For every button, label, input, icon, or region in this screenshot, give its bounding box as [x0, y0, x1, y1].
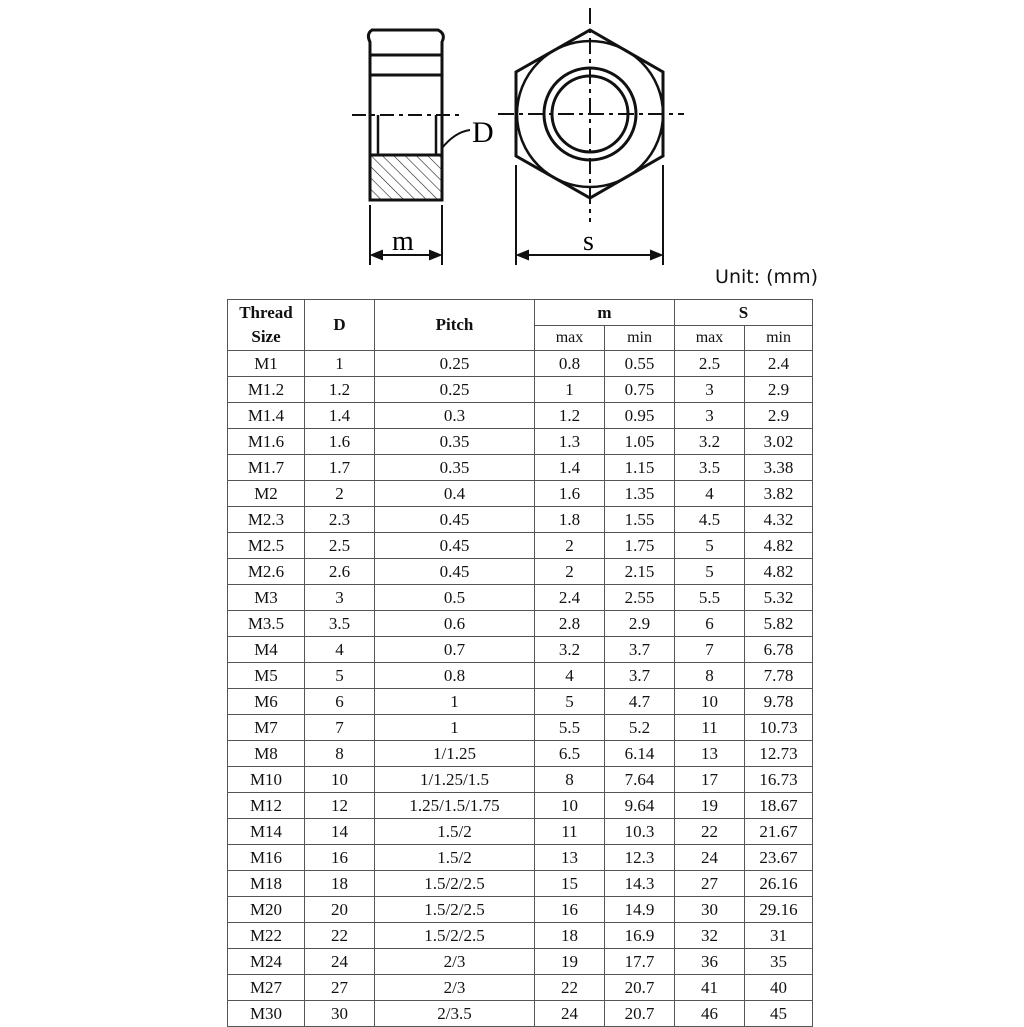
cell-s-max: 46 — [675, 1001, 745, 1027]
cell-d: 5 — [305, 663, 375, 689]
cell-pitch: 0.5 — [375, 585, 535, 611]
cell-m-max: 13 — [535, 845, 605, 871]
d-dimension-label: D — [472, 116, 494, 149]
cell-thread-size: M22 — [228, 923, 305, 949]
header-m-min: min — [605, 326, 675, 351]
cell-s-min: 10.73 — [745, 715, 813, 741]
table-row — [228, 351, 813, 377]
cell-d: 3 — [305, 585, 375, 611]
cell-d: 24 — [305, 949, 375, 975]
table-row — [228, 559, 813, 585]
cell-m-max: 22 — [535, 975, 605, 1001]
cell-s-max: 30 — [675, 897, 745, 923]
cell-m-min: 2.55 — [605, 585, 675, 611]
cell-m-max: 1.3 — [535, 429, 605, 455]
cell-m-max: 1.8 — [535, 507, 605, 533]
cell-s-max: 24 — [675, 845, 745, 871]
nut-side-view — [368, 30, 443, 200]
d-leader — [442, 130, 470, 148]
cell-thread-size: M3.5 — [228, 611, 305, 637]
m-dimension-label: m — [392, 226, 414, 257]
cell-thread-size: M1.4 — [228, 403, 305, 429]
cell-pitch: 1.5/2/2.5 — [375, 923, 535, 949]
cell-d: 22 — [305, 923, 375, 949]
cell-thread-size: M1.6 — [228, 429, 305, 455]
cell-thread-size: M1.2 — [228, 377, 305, 403]
cell-m-min: 1.55 — [605, 507, 675, 533]
cell-s-max: 4 — [675, 481, 745, 507]
cell-s-min: 5.82 — [745, 611, 813, 637]
cell-m-min: 0.75 — [605, 377, 675, 403]
table-row — [228, 715, 813, 741]
cell-m-min: 2.9 — [605, 611, 675, 637]
cell-pitch: 2/3 — [375, 975, 535, 1001]
unit-label: Unit: (mm) — [715, 266, 818, 288]
cell-thread-size: M14 — [228, 819, 305, 845]
cell-m-max: 4 — [535, 663, 605, 689]
cell-d: 1.6 — [305, 429, 375, 455]
cell-s-min: 21.67 — [745, 819, 813, 845]
cell-m-max: 10 — [535, 793, 605, 819]
cell-m-min: 14.3 — [605, 871, 675, 897]
header-thread-line1: Thread — [239, 303, 293, 322]
cell-s-min: 31 — [745, 923, 813, 949]
cell-s-max: 36 — [675, 949, 745, 975]
cell-m-max: 5 — [535, 689, 605, 715]
cell-d: 2.3 — [305, 507, 375, 533]
table-row — [228, 845, 813, 871]
cell-s-max: 3 — [675, 403, 745, 429]
cell-thread-size: M3 — [228, 585, 305, 611]
cell-pitch: 1.5/2 — [375, 819, 535, 845]
cell-s-min: 2.4 — [745, 351, 813, 377]
cell-s-min: 45 — [745, 1001, 813, 1027]
cell-s-max: 5.5 — [675, 585, 745, 611]
cell-m-min: 12.3 — [605, 845, 675, 871]
cell-m-min: 9.64 — [605, 793, 675, 819]
cell-d: 1.7 — [305, 455, 375, 481]
table-row — [228, 481, 813, 507]
cell-pitch: 1.5/2/2.5 — [375, 897, 535, 923]
cell-s-min: 12.73 — [745, 741, 813, 767]
cell-pitch: 1.5/2/2.5 — [375, 871, 535, 897]
table-row — [228, 585, 813, 611]
header-s-max: max — [675, 326, 745, 351]
cell-m-max: 1.6 — [535, 481, 605, 507]
cell-pitch: 0.45 — [375, 507, 535, 533]
cell-d: 1.2 — [305, 377, 375, 403]
cell-pitch: 1 — [375, 715, 535, 741]
cell-m-min: 6.14 — [605, 741, 675, 767]
table-row — [228, 975, 813, 1001]
cell-thread-size: M2.3 — [228, 507, 305, 533]
cell-s-max: 2.5 — [675, 351, 745, 377]
cell-s-min: 3.82 — [745, 481, 813, 507]
cell-m-min: 3.7 — [605, 637, 675, 663]
cell-pitch: 2/3.5 — [375, 1001, 535, 1027]
cell-m-min: 4.7 — [605, 689, 675, 715]
cell-m-max: 15 — [535, 871, 605, 897]
cell-s-min: 23.67 — [745, 845, 813, 871]
cell-s-min: 40 — [745, 975, 813, 1001]
table-row — [228, 897, 813, 923]
cell-pitch: 1/1.25/1.5 — [375, 767, 535, 793]
header-pitch: Pitch — [375, 300, 535, 351]
cell-s-max: 5 — [675, 559, 745, 585]
cell-s-min: 29.16 — [745, 897, 813, 923]
cell-s-min: 4.82 — [745, 559, 813, 585]
cell-s-min: 35 — [745, 949, 813, 975]
cell-s-max: 13 — [675, 741, 745, 767]
cell-m-min: 14.9 — [605, 897, 675, 923]
cell-thread-size: M30 — [228, 1001, 305, 1027]
cell-s-min: 3.38 — [745, 455, 813, 481]
cell-d: 2 — [305, 481, 375, 507]
table-row — [228, 871, 813, 897]
header-m: m — [535, 300, 675, 326]
table-row — [228, 611, 813, 637]
cell-thread-size: M16 — [228, 845, 305, 871]
table-row — [228, 637, 813, 663]
cell-thread-size: M2.6 — [228, 559, 305, 585]
cell-m-min: 16.9 — [605, 923, 675, 949]
cell-s-min: 26.16 — [745, 871, 813, 897]
cell-s-max: 3.5 — [675, 455, 745, 481]
cell-s-min: 5.32 — [745, 585, 813, 611]
cell-m-max: 19 — [535, 949, 605, 975]
cell-m-min: 20.7 — [605, 1001, 675, 1027]
cell-thread-size: M6 — [228, 689, 305, 715]
cell-m-max: 1.4 — [535, 455, 605, 481]
cell-pitch: 0.35 — [375, 429, 535, 455]
cell-m-max: 5.5 — [535, 715, 605, 741]
cell-pitch: 0.45 — [375, 559, 535, 585]
cell-thread-size: M8 — [228, 741, 305, 767]
cell-thread-size: M27 — [228, 975, 305, 1001]
cell-thread-size: M18 — [228, 871, 305, 897]
header-d: D — [305, 300, 375, 351]
cell-thread-size: M4 — [228, 637, 305, 663]
cell-s-max: 19 — [675, 793, 745, 819]
cell-s-min: 9.78 — [745, 689, 813, 715]
cell-d: 16 — [305, 845, 375, 871]
cell-m-min: 1.35 — [605, 481, 675, 507]
cell-m-max: 3.2 — [535, 637, 605, 663]
cell-pitch: 0.25 — [375, 351, 535, 377]
cell-m-min: 7.64 — [605, 767, 675, 793]
cell-m-min: 17.7 — [605, 949, 675, 975]
cell-m-max: 2.4 — [535, 585, 605, 611]
cell-m-max: 2.8 — [535, 611, 605, 637]
table-row — [228, 1001, 813, 1027]
cell-s-max: 17 — [675, 767, 745, 793]
cell-m-min: 3.7 — [605, 663, 675, 689]
cell-pitch: 1.25/1.5/1.75 — [375, 793, 535, 819]
hex-nut-drawing — [0, 0, 1024, 270]
cell-thread-size: M10 — [228, 767, 305, 793]
table-row — [228, 507, 813, 533]
cell-s-max: 10 — [675, 689, 745, 715]
cell-thread-size: M12 — [228, 793, 305, 819]
cell-d: 14 — [305, 819, 375, 845]
cell-m-max: 24 — [535, 1001, 605, 1027]
cell-d: 8 — [305, 741, 375, 767]
cell-s-min: 4.32 — [745, 507, 813, 533]
cell-thread-size: M5 — [228, 663, 305, 689]
s-dimension-label: s — [583, 226, 594, 257]
cell-m-max: 1 — [535, 377, 605, 403]
cell-s-min: 2.9 — [745, 403, 813, 429]
cell-thread-size: M7 — [228, 715, 305, 741]
cell-pitch: 0.4 — [375, 481, 535, 507]
cell-pitch: 1.5/2 — [375, 845, 535, 871]
cell-s-max: 32 — [675, 923, 745, 949]
cell-m-min: 1.15 — [605, 455, 675, 481]
hex-nut-spec-table — [227, 299, 813, 1027]
cell-m-max: 6.5 — [535, 741, 605, 767]
cell-d: 1.4 — [305, 403, 375, 429]
cell-d: 2.6 — [305, 559, 375, 585]
cell-s-min: 18.67 — [745, 793, 813, 819]
header-s-min: min — [745, 326, 813, 351]
cell-m-max: 16 — [535, 897, 605, 923]
cell-s-max: 3 — [675, 377, 745, 403]
table-row — [228, 663, 813, 689]
cell-s-max: 11 — [675, 715, 745, 741]
table-row — [228, 949, 813, 975]
cell-s-max: 7 — [675, 637, 745, 663]
cell-s-min: 3.02 — [745, 429, 813, 455]
cell-d: 7 — [305, 715, 375, 741]
cell-pitch: 1/1.25 — [375, 741, 535, 767]
cell-d: 18 — [305, 871, 375, 897]
cell-s-max: 27 — [675, 871, 745, 897]
header-m-max: max — [535, 326, 605, 351]
cell-m-max: 18 — [535, 923, 605, 949]
cell-m-max: 8 — [535, 767, 605, 793]
cell-m-max: 11 — [535, 819, 605, 845]
cell-m-min: 5.2 — [605, 715, 675, 741]
cell-s-max: 22 — [675, 819, 745, 845]
table-row — [228, 923, 813, 949]
cell-pitch: 0.8 — [375, 663, 535, 689]
cell-m-min: 1.75 — [605, 533, 675, 559]
cell-d: 4 — [305, 637, 375, 663]
cell-pitch: 0.6 — [375, 611, 535, 637]
cell-s-max: 6 — [675, 611, 745, 637]
cell-s-min: 6.78 — [745, 637, 813, 663]
cell-thread-size: M20 — [228, 897, 305, 923]
cell-thread-size: M2 — [228, 481, 305, 507]
cell-d: 6 — [305, 689, 375, 715]
cell-d: 27 — [305, 975, 375, 1001]
table-row — [228, 741, 813, 767]
table-row — [228, 429, 813, 455]
cell-s-max: 8 — [675, 663, 745, 689]
cell-d: 3.5 — [305, 611, 375, 637]
cell-m-min: 0.55 — [605, 351, 675, 377]
cell-s-min: 4.82 — [745, 533, 813, 559]
cell-m-min: 10.3 — [605, 819, 675, 845]
cell-m-max: 0.8 — [535, 351, 605, 377]
table-row — [228, 403, 813, 429]
cell-s-min: 7.78 — [745, 663, 813, 689]
cell-thread-size: M1.7 — [228, 455, 305, 481]
cell-thread-size: M24 — [228, 949, 305, 975]
header-thread-size — [228, 300, 305, 351]
cell-d: 20 — [305, 897, 375, 923]
table-body — [228, 351, 813, 1027]
header-s: S — [675, 300, 813, 326]
cell-pitch: 0.25 — [375, 377, 535, 403]
cell-pitch: 0.45 — [375, 533, 535, 559]
cell-m-max: 2 — [535, 559, 605, 585]
cell-s-max: 3.2 — [675, 429, 745, 455]
header-thread-line2: Size — [251, 327, 281, 346]
cell-pitch: 0.35 — [375, 455, 535, 481]
cell-d: 2.5 — [305, 533, 375, 559]
cell-d: 1 — [305, 351, 375, 377]
cell-m-max: 1.2 — [535, 403, 605, 429]
cell-s-max: 4.5 — [675, 507, 745, 533]
cell-s-max: 5 — [675, 533, 745, 559]
cell-m-min: 2.15 — [605, 559, 675, 585]
cell-m-max: 2 — [535, 533, 605, 559]
table-row — [228, 793, 813, 819]
cell-d: 12 — [305, 793, 375, 819]
table-row — [228, 455, 813, 481]
cell-m-min: 20.7 — [605, 975, 675, 1001]
cell-pitch: 1 — [375, 689, 535, 715]
cell-pitch: 0.3 — [375, 403, 535, 429]
cell-pitch: 0.7 — [375, 637, 535, 663]
cell-s-min: 16.73 — [745, 767, 813, 793]
table-row — [228, 533, 813, 559]
cell-m-min: 0.95 — [605, 403, 675, 429]
table-row — [228, 767, 813, 793]
cell-d: 10 — [305, 767, 375, 793]
cell-d: 30 — [305, 1001, 375, 1027]
cell-pitch: 2/3 — [375, 949, 535, 975]
cell-s-min: 2.9 — [745, 377, 813, 403]
cell-thread-size: M1 — [228, 351, 305, 377]
table-row — [228, 819, 813, 845]
table-row — [228, 377, 813, 403]
cell-m-min: 1.05 — [605, 429, 675, 455]
table-row — [228, 689, 813, 715]
cell-thread-size: M2.5 — [228, 533, 305, 559]
cell-s-max: 41 — [675, 975, 745, 1001]
